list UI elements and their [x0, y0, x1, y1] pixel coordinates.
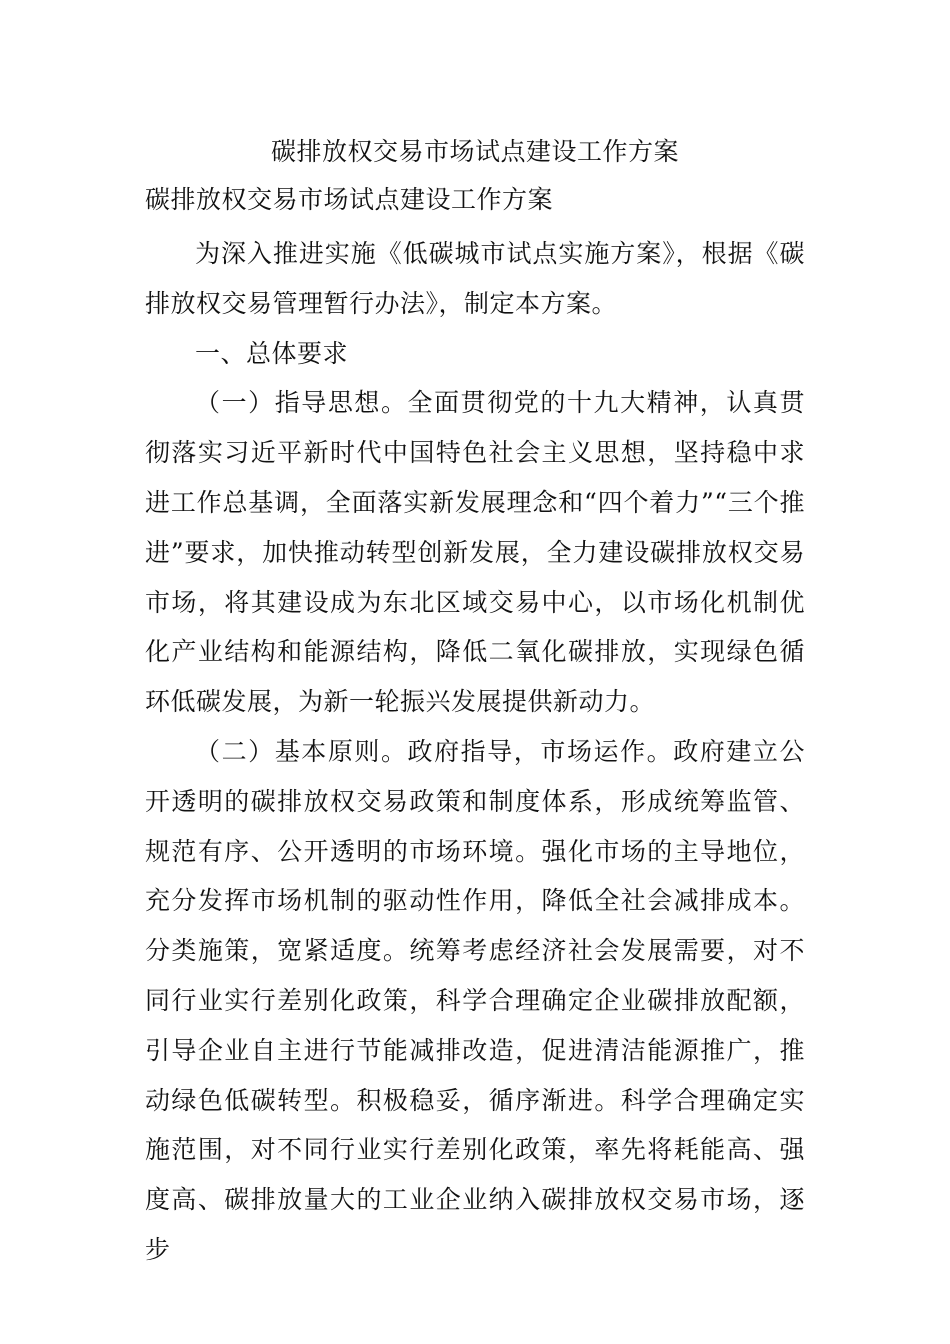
document-title: 碳排放权交易市场试点建设工作方案	[270, 137, 679, 166]
paragraph-guiding-ideology: （一）指导思想。全面贯彻党的十九大精神，认真贯彻落实习近平新时代中国特色社会主义思想，坚持稳中求进工作总基调，全面落实新发展理念和“四个着力”“三个推进”要求，加快推动转型创新发展，全力建设碳排放权交易市场，将其建设成为东北区域交易中心，以市场化机制优化产业结构和能源结构，降低二氧化碳排放，实现绿色循环低碳发展，为新一轮振兴发展提供新动力。	[145, 388, 805, 717]
document-body	[145, 229, 805, 1275]
section-heading-general-requirements: 一、总体要求	[195, 338, 349, 368]
paragraph-basic-principles: （二）基本原则。政府指导，市场运作。政府建立公开透明的碳排放权交易政策和制度体系，形成统筹监管、规范有序、公开透明的市场环境。强化市场的主导地位，充分发挥市场机制的驱动性作用，降低全社会减排成本。分类施策，宽紧适度。统筹考虑经济社会发展需要，对不同行业实行差别化政策，科学合理确定企业碳排放配额，引导企业自主进行节能减排改造，促进清洁能源推广，推动绿色低碳转型。积极稳妥，循序渐进。科学合理确定实施范围，对不同行业实行差别化政策，率先将耗能高、强度高、碳排放量大的工业企业纳入碳排放权交易市场，逐步	[145, 736, 805, 1264]
paragraph-intro: 为深入推进实施《低碳城市试点实施方案》，根据《碳排放权交易管理暂行办法》，制定本方案。	[145, 239, 805, 318]
document-subtitle: 碳排放权交易市场试点建设工作方案	[145, 185, 554, 214]
